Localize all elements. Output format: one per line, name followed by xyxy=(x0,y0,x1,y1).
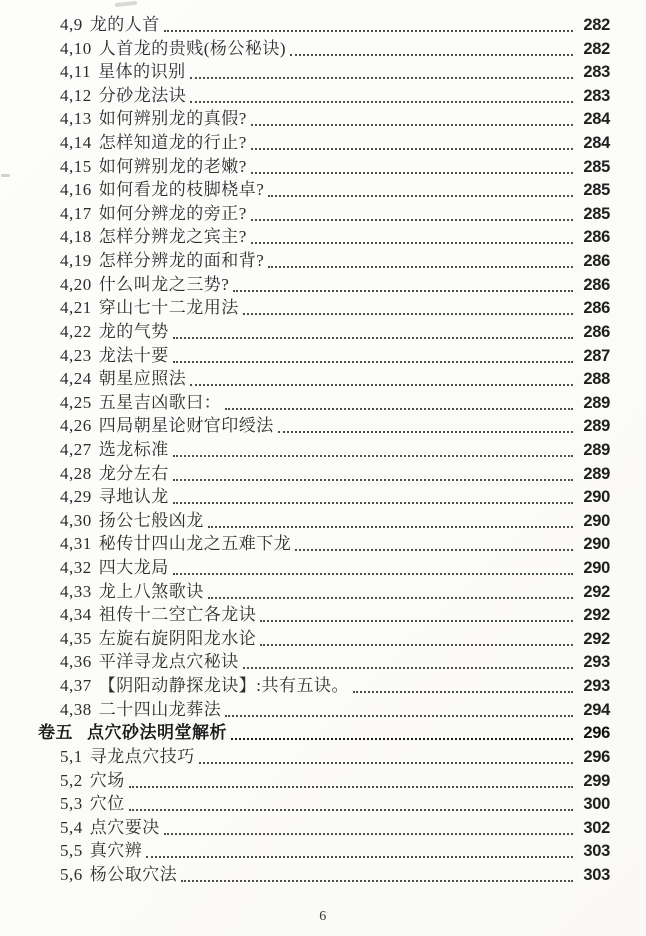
toc-entry xyxy=(60,864,610,886)
dot-leader xyxy=(208,526,573,528)
toc-entry-page: 292 xyxy=(583,606,610,625)
toc-entry-title: 怎样知道龙的行止? xyxy=(98,133,247,153)
dot-leader xyxy=(251,242,573,244)
toc-entry-number: 4,20 xyxy=(60,274,92,294)
toc-entry-page: 282 xyxy=(583,39,610,58)
dot-leader xyxy=(268,266,573,268)
toc-entry xyxy=(60,746,610,768)
dot-leader xyxy=(173,361,573,363)
toc-entry-page: 303 xyxy=(583,842,610,861)
toc-entry xyxy=(60,793,610,815)
toc-entry-title: 朝星应照法 xyxy=(98,369,187,389)
toc-entry-number: 4,14 xyxy=(60,133,92,153)
toc-entry-number: 4,38 xyxy=(60,699,92,719)
toc-entry-page: 289 xyxy=(583,440,610,459)
toc-entry xyxy=(60,604,610,626)
toc-entry-title: 四局朝星论财官印绶法 xyxy=(98,416,274,436)
toc-entry xyxy=(60,651,610,673)
toc-entry-page: 283 xyxy=(583,86,610,105)
toc-entry xyxy=(60,770,610,792)
toc-entry-title: 点穴要决 xyxy=(89,817,160,837)
dot-leader xyxy=(173,479,573,481)
dot-leader xyxy=(243,667,573,669)
toc-entry-title: 五星吉凶歌曰： xyxy=(98,392,222,412)
toc-entry-page: 285 xyxy=(583,204,610,223)
toc-entry-title: 真穴辨 xyxy=(89,841,143,861)
dot-leader xyxy=(181,880,573,882)
toc-entry xyxy=(60,699,610,721)
toc-entry-title: 龙的人首 xyxy=(89,15,160,34)
toc-entry-title: 如何辨别龙的老嫩? xyxy=(98,156,247,176)
toc-entry-page: 290 xyxy=(583,488,610,507)
toc-entry xyxy=(60,415,610,437)
toc-entry xyxy=(60,250,610,272)
dot-leader xyxy=(268,195,573,197)
toc-entry-number: 4,28 xyxy=(60,463,92,483)
toc-entry-number: 4,15 xyxy=(60,156,92,176)
dot-leader xyxy=(129,786,573,788)
dot-leader xyxy=(251,219,573,221)
toc-entry-title: 分砂龙法诀 xyxy=(98,85,187,105)
toc-entry xyxy=(60,817,610,839)
toc-entry xyxy=(60,533,610,555)
toc-entry-number: 4,18 xyxy=(60,227,92,247)
toc-entry-number: 5,4 xyxy=(60,817,83,837)
toc-entry-page: 283 xyxy=(583,63,610,82)
toc-entry-number: 4,13 xyxy=(60,109,92,129)
dot-leader xyxy=(260,620,573,622)
dot-leader xyxy=(129,809,573,811)
toc-entry-page: 288 xyxy=(583,370,610,389)
toc-entry-page: 300 xyxy=(583,795,610,814)
toc-entry xyxy=(60,463,610,485)
dot-leader xyxy=(164,833,573,835)
toc-entry-page: 286 xyxy=(583,322,610,341)
toc-entry-title: 穴场 xyxy=(89,770,125,790)
toc-entry-number: 5,5 xyxy=(60,841,83,861)
toc-entry-number: 4,36 xyxy=(60,652,92,672)
dot-leader xyxy=(243,313,573,315)
toc-entry xyxy=(60,321,610,343)
toc-entry-number: 4,17 xyxy=(60,203,92,223)
toc-entry-number: 4,26 xyxy=(60,416,92,436)
toc-entry-title: 寻龙点穴技巧 xyxy=(89,746,195,766)
toc-entry-title: 【阴阳动静探龙诀】:共有五诀。 xyxy=(98,676,349,696)
toc-entry xyxy=(60,557,610,579)
toc-entry-number: 4,37 xyxy=(60,676,92,696)
toc-entry-page: 293 xyxy=(583,653,610,672)
toc-entry-page: 287 xyxy=(583,346,610,365)
dot-leader xyxy=(173,502,573,504)
toc-entry xyxy=(60,226,610,248)
toc-entry xyxy=(60,108,610,130)
toc-entry-page: 293 xyxy=(583,677,610,696)
toc-entry xyxy=(60,840,610,862)
toc-entry-title: 什么叫龙之三势? xyxy=(98,274,230,294)
toc-entry xyxy=(60,439,610,461)
toc-entry-title: 平洋寻龙点穴秘诀 xyxy=(98,652,239,672)
toc-entry-title: 选龙标准 xyxy=(98,439,169,459)
toc-entry-number: 5,3 xyxy=(60,794,83,814)
toc-entry-title: 点穴砂法明堂解析 xyxy=(87,723,227,743)
dot-leader xyxy=(353,691,573,693)
dot-leader xyxy=(173,337,573,339)
toc-entry-number: 4,31 xyxy=(60,534,92,554)
dot-leader xyxy=(260,644,573,646)
toc-entry-number: 4,29 xyxy=(60,487,92,507)
toc-entry-number: 卷五 xyxy=(38,723,73,743)
toc-entry-number: 4,11 xyxy=(60,62,92,82)
toc-entry-title: 如何分辨龙的旁正? xyxy=(98,203,247,223)
toc-entry-number: 4,25 xyxy=(60,392,92,412)
toc-entry-page: 286 xyxy=(583,275,610,294)
dot-leader xyxy=(251,148,573,150)
dot-leader xyxy=(164,30,573,32)
toc-entry-title: 穿山七十二龙用法 xyxy=(98,298,239,318)
dot-leader xyxy=(190,101,573,103)
toc-entry-title: 龙法十要 xyxy=(98,345,169,365)
toc-entry-page: 292 xyxy=(583,629,610,648)
toc-entry-number: 4,35 xyxy=(60,628,92,648)
toc-entry-page: 285 xyxy=(583,181,610,200)
dot-leader xyxy=(290,54,573,56)
toc-entry-number: 4,19 xyxy=(60,251,92,271)
toc-entry xyxy=(60,14,610,36)
toc-entry-title: 怎样分辨龙的面和背? xyxy=(98,251,265,271)
dot-leader xyxy=(251,172,573,174)
toc-volume-heading xyxy=(38,722,610,744)
toc-entry xyxy=(60,368,610,390)
toc-entry-title: 祖传十二空亡各龙诀 xyxy=(98,605,257,625)
toc-entry-title: 龙分左右 xyxy=(98,463,169,483)
dot-leader xyxy=(278,431,573,433)
dot-leader xyxy=(190,77,573,79)
toc-entry-page: 296 xyxy=(583,747,610,766)
toc-entry-title: 龙的气势 xyxy=(98,321,169,341)
toc-entry xyxy=(60,61,610,83)
toc-entry-page: 284 xyxy=(583,110,610,129)
toc-entry-title: 龙上八煞歌诀 xyxy=(98,581,204,601)
dot-leader xyxy=(199,762,573,764)
toc-entry-number: 5,2 xyxy=(60,770,83,790)
toc-entry-page: 290 xyxy=(583,511,610,530)
toc-entry-page: 289 xyxy=(583,417,610,436)
toc-entry-number: 4,24 xyxy=(60,369,92,389)
toc-entry-title: 寻地认龙 xyxy=(98,487,169,507)
toc-entry-number: 4,34 xyxy=(60,605,92,625)
toc-entry-page: 296 xyxy=(583,724,610,743)
toc-entry xyxy=(60,85,610,107)
dot-leader xyxy=(146,856,573,858)
toc-entry-page: 289 xyxy=(583,464,610,483)
toc-entry xyxy=(60,392,610,414)
footer-page-number: 6 xyxy=(319,909,327,924)
toc-entry-title: 如何看龙的枝脚桡卓? xyxy=(98,180,265,200)
toc-entry-title: 穴位 xyxy=(89,794,125,814)
dot-leader xyxy=(173,455,573,457)
toc-entry-title: 左旋右旋阴阳龙水论 xyxy=(98,628,257,648)
toc-entry xyxy=(60,675,610,697)
toc-entry xyxy=(60,628,610,650)
toc-entry-page: 289 xyxy=(583,393,610,412)
toc-entry-page: 299 xyxy=(583,771,610,790)
toc-entry-title: 怎样分辨龙之宾主? xyxy=(98,227,247,247)
dot-leader xyxy=(190,384,573,386)
toc-entry-number: 4,9 xyxy=(60,15,83,34)
toc-entry-title: 星体的识别 xyxy=(98,62,186,82)
toc-entry-page: 294 xyxy=(583,700,610,719)
scan-artifact xyxy=(1,174,10,177)
toc-entry-title: 二十四山龙葬法 xyxy=(98,699,222,719)
toc-entry-page: 292 xyxy=(583,582,610,601)
toc-list xyxy=(38,14,610,886)
toc-entry-number: 4,27 xyxy=(60,439,92,459)
toc-entry-title: 人首龙的贵贱(杨公秘诀) xyxy=(98,38,287,58)
dot-leader xyxy=(225,408,573,410)
toc-entry xyxy=(60,297,610,319)
toc-entry-page: 290 xyxy=(583,559,610,578)
toc-entry-number: 4,10 xyxy=(60,38,92,58)
toc-entry-title: 扬公七般凶龙 xyxy=(98,510,204,530)
toc-entry-number: 4,32 xyxy=(60,558,92,578)
toc-entry-number: 4,21 xyxy=(60,298,92,318)
dot-leader xyxy=(208,597,573,599)
toc-entry xyxy=(60,510,610,532)
toc-entry-number: 4,33 xyxy=(60,581,92,601)
toc-entry-number: 4,23 xyxy=(60,345,92,365)
toc-entry xyxy=(60,179,610,201)
toc-entry-page: 290 xyxy=(583,535,610,554)
toc-entry-number: 4,16 xyxy=(60,180,92,200)
toc-entry-page: 284 xyxy=(583,134,610,153)
toc-entry-page: 286 xyxy=(583,252,610,271)
toc-entry xyxy=(60,203,610,225)
toc-entry-page: 286 xyxy=(583,228,610,247)
toc-entry xyxy=(60,486,610,508)
dot-leader xyxy=(233,290,573,292)
dot-leader xyxy=(173,573,573,575)
toc-entry-title: 杨公取穴法 xyxy=(89,864,178,884)
toc-entry-page: 302 xyxy=(583,818,610,837)
toc-entry-number: 5,1 xyxy=(60,746,83,766)
dot-leader xyxy=(251,124,573,126)
dot-leader xyxy=(295,549,573,551)
toc-entry-page: 282 xyxy=(583,16,610,34)
toc-entry-page: 286 xyxy=(583,299,610,318)
toc-entry xyxy=(60,274,610,296)
toc-entry-number: 4,30 xyxy=(60,510,92,530)
toc-entry-page: 303 xyxy=(583,865,610,884)
scan-artifact xyxy=(115,1,137,7)
dot-leader xyxy=(225,715,573,717)
toc-entry xyxy=(60,38,610,60)
toc-entry-number: 4,22 xyxy=(60,321,92,341)
toc-entry-title: 四大龙局 xyxy=(98,558,169,578)
toc-entry-number: 4,12 xyxy=(60,85,92,105)
toc-entry-title: 如何辨别龙的真假? xyxy=(98,109,247,129)
dot-leader xyxy=(231,738,573,740)
toc-entry xyxy=(60,345,610,367)
toc-entry-number: 5,6 xyxy=(60,864,83,884)
toc-entry-title: 秘传廿四山龙之五难下龙 xyxy=(98,534,292,554)
toc-entry-page: 285 xyxy=(583,157,610,176)
toc-entry xyxy=(60,581,610,603)
toc-entry xyxy=(60,156,610,178)
toc-entry xyxy=(60,132,610,154)
